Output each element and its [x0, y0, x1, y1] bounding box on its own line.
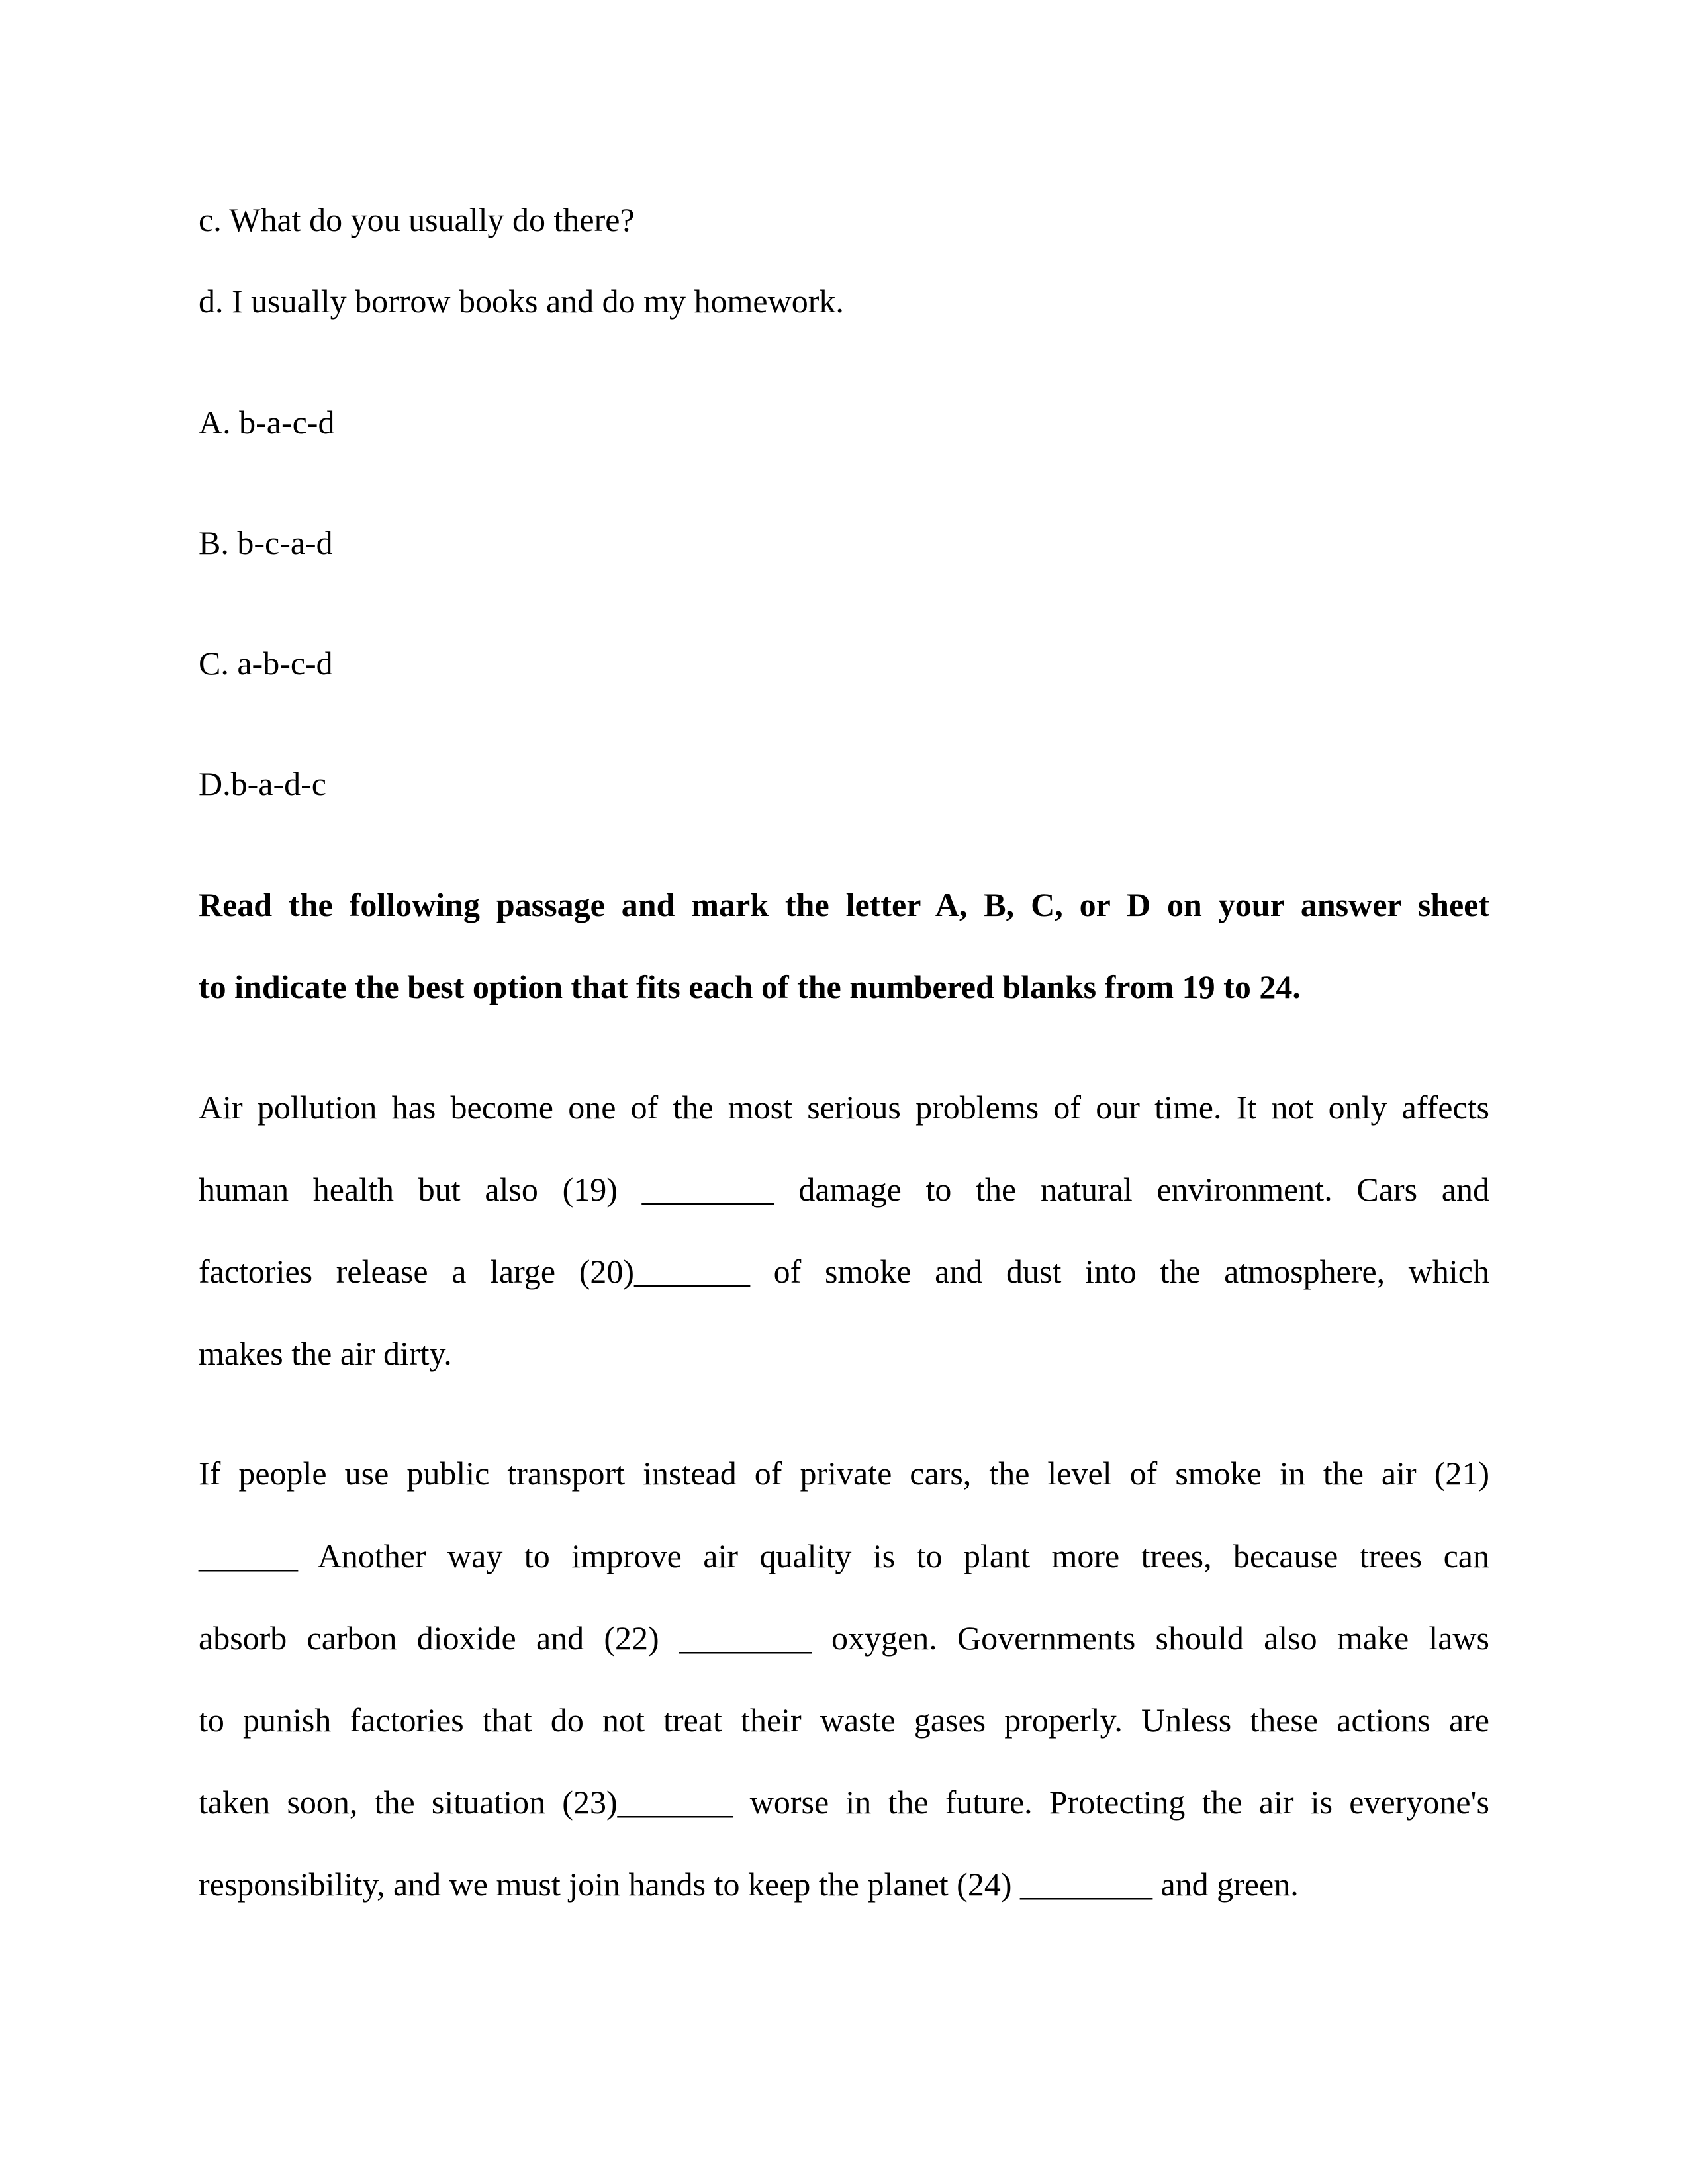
- instruction-line-1: Read the following passage and mark the letter A, B, C, or D on your answer sheet: [199, 886, 1489, 923]
- option-b: B. b-c-a-d: [199, 524, 333, 561]
- paragraph-1-line-3: factories release a large (20)_______ of smoke and dust into the atmosphere, which: [199, 1253, 1489, 1290]
- paragraph-2-line-3: absorb carbon dioxide and (22) ________ oxygen. Governments should also make laws: [199, 1619, 1489, 1657]
- option-c: C. a-b-c-d: [199, 645, 333, 682]
- instruction-line-2: to indicate the best option that fits each of the numbered blanks from 19 to 24.: [199, 968, 1301, 1005]
- option-a: A. b-a-c-d: [199, 404, 335, 441]
- dialogue-line-c: c. What do you usually do there?: [199, 201, 635, 238]
- option-d: D.b-a-d-c: [199, 765, 326, 802]
- paragraph-2-line-2: ______ Another way to improve air quality is to plant more trees, because trees can: [199, 1537, 1489, 1574]
- dialogue-line-d: d. I usually borrow books and do my homework.: [199, 283, 844, 320]
- paragraph-2-line-5: taken soon, the situation (23)_______ worse in the future. Protecting the air is everyone's: [199, 1784, 1489, 1821]
- paragraph-1-line-4: makes the air dirty.: [199, 1335, 452, 1372]
- paragraph-2-line-4: to punish factories that do not treat their waste gases properly. Unless these actions are: [199, 1702, 1489, 1739]
- paragraph-1-line-1: Air pollution has become one of the most serious problems of our time. It not only affects: [199, 1089, 1489, 1126]
- paragraph-2-line-1: If people use public transport instead of private cars, the level of smoke in the air (21): [199, 1455, 1489, 1492]
- paragraph-2-line-6: responsibility, and we must join hands to keep the planet (24) ________ and green.: [199, 1866, 1299, 1903]
- paragraph-1-line-2: human health but also (19) ________ damage to the natural environment. Cars and: [199, 1171, 1489, 1208]
